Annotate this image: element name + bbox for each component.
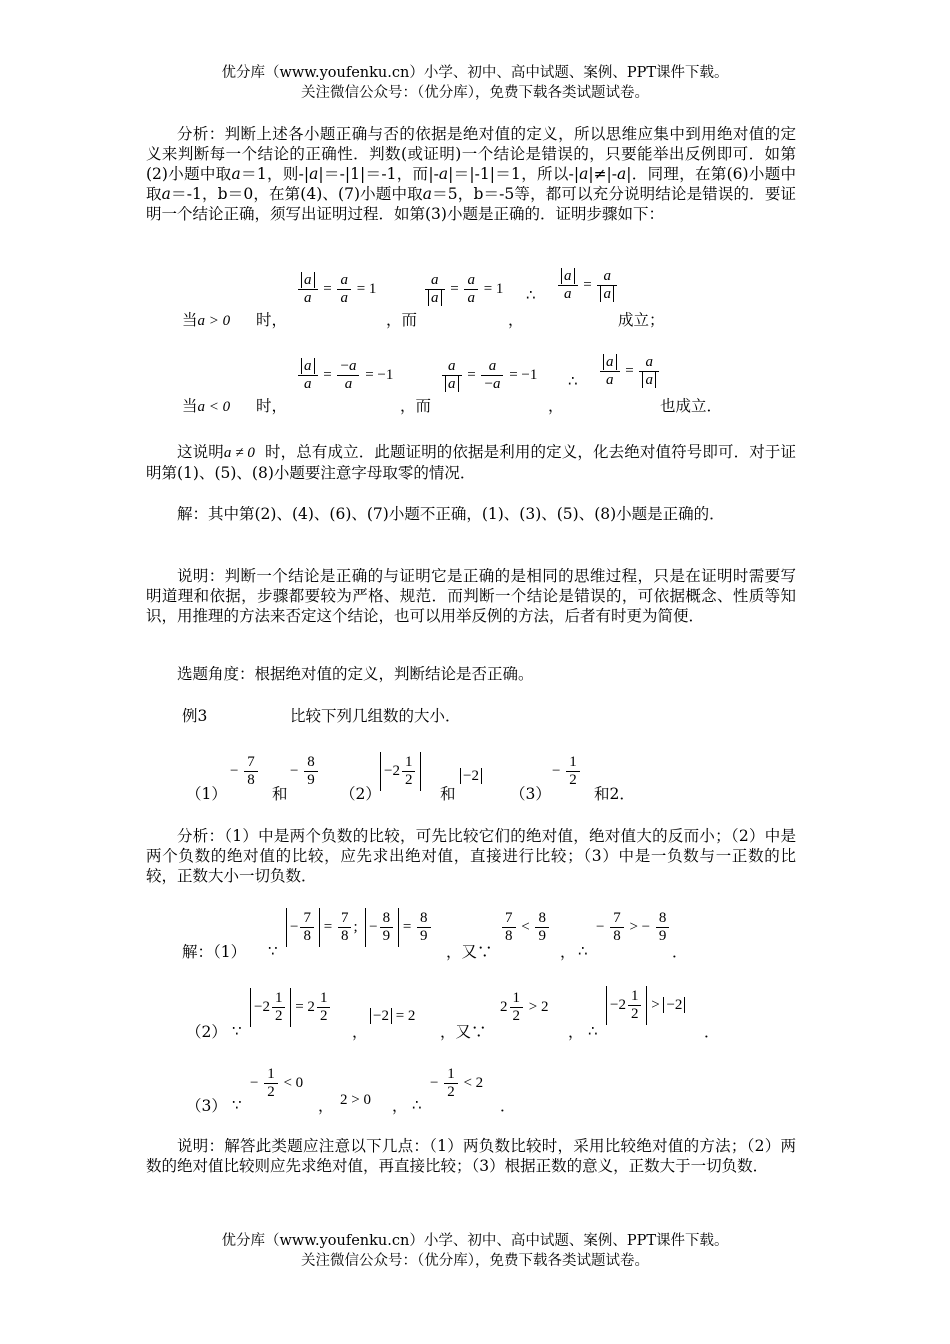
solution3-abs-neg-2-eq: −2 = 2 [370,1008,415,1025]
fraction-neg-1-2: − $\frac{1}{2}$ [552,754,582,789]
because-icon: ∵ [232,1096,242,1114]
formula-equality-positive: $\frac{a}{a}$ = $\frac{a}{a}$ [556,268,619,303]
solution3-result3: − $\frac{1}{2}$ < 2 [430,1066,484,1100]
fraction-neg-8-9: − $\frac{8}{9}$ [290,754,320,789]
note3-paragraph: 说明：解答此类题应注意以下几点：（1）两负数比较时，采用比较绝对值的方法；（2）两数的绝对值比较则应先求绝对值，再直接比较；（3）根据正数的意义，正数大于一切负数． [146,1137,796,1175]
example-label: 例3 [182,707,208,725]
formula-a-over-abs-negative: $\frac{a}{a}$ = $\frac{a}{-a}$ = −1 [440,358,537,393]
angle-paragraph: 选题角度：根据绝对值的定义，判断结论是否正确。 [177,665,534,683]
abs-neg-2-and-half: −2 $\frac{1}{2}$ [380,752,421,791]
case-negative-prefix: 当a < 0 [182,397,231,415]
solution3-comma3a: ， [318,1097,334,1115]
explanation-paragraph: 这说明a ≠ 0 时，总有成立．此题证明的依据是利用的定义，化去绝对值符号即可．对于证明第(1)、(5)、(8)小题要注意字母取零的情况． [146,443,796,482]
abs-neg-2: −2 [460,768,482,785]
solution3-line1-formula: − $\frac{7}{8}$ = $\frac{7}{8}$ ; − $\frac{8}{9}$ = $\frac{8}{9}$ [286,908,433,947]
solution3-you1: ，又∵ [446,943,493,961]
therefore-icon: ∴ [412,1096,422,1114]
therefore-icon: ∴ [568,372,578,390]
example-part1-label: （1） [186,785,227,803]
solution3-comma2a: ， [352,1023,368,1041]
therefore-icon: ∴ [526,286,536,304]
solution3-label2: （2） [186,1023,227,1041]
case-positive-when: 时， [256,311,288,329]
therefore-icon: ∴ [588,1022,598,1040]
fraction-neg-7-8: − $\frac{7}{8}$ [230,754,260,789]
example-and-1: 和 [272,785,288,803]
therefore-icon: ∴ [578,942,588,960]
formula-abs-over-a-positive: $\frac{a}{a}$ = $\frac{a}{a}$ = 1 [296,272,376,307]
solution3-2-gt-0: 2 > 0 [340,1092,371,1108]
analysis3-paragraph: 分析：（1）中是两个负数的比较，可先比较它们的绝对值，绝对值大的反而小；（2）中是两个负数的绝对值的比较，应先求出绝对值，直接进行比较；（3）中是一负数与一正数的比较，正数大小一切负数． [146,827,796,885]
case-negative-when: 时， [256,397,288,415]
case-positive-comma2: ， [508,311,524,329]
case-negative-comma: ，而 [400,397,432,415]
case-negative-comma2: ， [548,397,564,415]
solution3-comma2b: ， [568,1023,584,1041]
page-header-line2: 关注微信公众号：（优分库），免费下载各类试题试卷。 [301,85,649,101]
because-icon: ∵ [268,942,278,960]
case-negative-suffix: 也成立． [660,397,723,415]
solution3-period1: ． [672,943,688,961]
solution3-result1: − $\frac{7}{8}$ > − $\frac{8}{9}$ [596,910,671,945]
formula-a-over-abs-positive: $\frac{a}{a}$ = $\frac{a}{a}$ = 1 [423,272,503,307]
solution3-line2-formula: −2 $\frac{1}{2}$ = 2 $\frac{1}{2}$ [250,988,332,1027]
solution3-compare1: $\frac{7}{8}$ < $\frac{8}{9}$ [500,910,551,945]
example-part3-label: （3） [510,785,551,803]
example-and-2: 和 [440,785,456,803]
solution3-line3-formula: − $\frac{1}{2}$ < 0 [250,1066,304,1100]
note-paragraph: 说明：判断一个结论是正确的与证明它是正确的是相同的思维过程，只是在证明时需要写明道理和依据，步骤都要较为严格、规范．而判断一个结论是错误的，可依据概念、性质等知识，用推理的方法来否定这个结论，也可以用举反例的方法，后者有时更为简便． [146,567,796,625]
example-and-3: 和2． [594,785,635,803]
formula-equality-negative: $\frac{a}{a}$ = $\frac{a}{a}$ [598,354,661,389]
solution3-result2: −2 $\frac{1}{2}$ > −2 [606,986,685,1025]
solution3-you2: ，又∵ [440,1023,487,1041]
example-title: 比较下列几组数的大小． [290,707,461,725]
solution3-comma3b: ， [392,1097,408,1115]
formula-abs-over-a-negative: $\frac{a}{a}$ = $\frac{-a}{a}$ = −1 [296,358,393,393]
page-header-line1: 优分库（www.youfenku.cn）小学、初中、高中试题、案例、PPT课件下载。 [221,65,729,81]
page-footer-line2: 关注微信公众号：（优分库），免费下载各类试题试卷。 [301,1253,649,1269]
because-icon: ∵ [232,1022,242,1040]
solution3-period2: ． [704,1023,720,1041]
page-footer-line1: 优分库（www.youfenku.cn）小学、初中、高中试题、案例、PPT课件下载。 [221,1233,729,1249]
case-positive-suffix: 成立； [618,311,665,329]
solution3-period3: ． [500,1097,516,1115]
solution3-compare2: 2 $\frac{1}{2}$ > 2 [500,990,549,1024]
solution3-label1: 解：（1） [182,943,247,961]
analysis-paragraph: 分析：判断上述各小题正确与否的依据是绝对值的定义，所以思维应集中到用绝对值的定义来判断每一个结论的正确性．判数(或证明)一个结论是错误的，只要能举出反例即可．如第(2)小题中取a＝1，则-|a|＝-|1|＝-1，而|-a|＝|-1|＝1，所以-|a|≠|-a|．同理，在第(6)小题中取a＝-1，b＝0，在第(4)、(7)小题中取a＝5，b＝-5等，都可以充分说明结论是错误的．要证明一个结论正确，须写出证明过程．如第(3)小题是正确的．证明步骤如下： [146,125,796,223]
solution-paragraph: 解：其中第(2)、(4)、(6)、(7)小题不正确，(1)、(3)、(5)、(8)小题是正确的． [177,505,725,523]
solution3-comma1: ， [560,943,576,961]
example-part2-label: （2） [340,785,381,803]
case-positive-comma: ，而 [386,311,418,329]
solution3-label3: （3） [186,1097,227,1115]
case-positive-prefix: 当a > 0 [182,311,231,329]
